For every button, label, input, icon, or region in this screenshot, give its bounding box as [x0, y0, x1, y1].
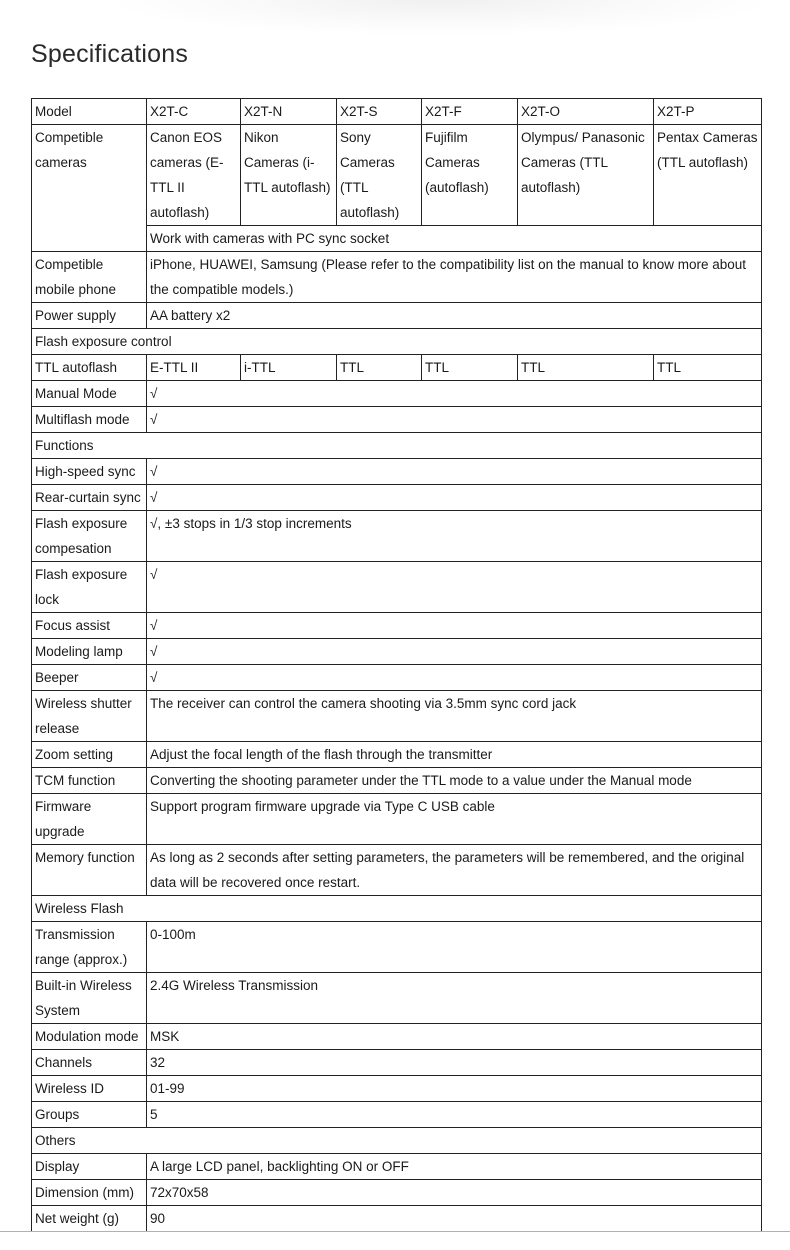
pc-sync-cell: Work with cameras with PC sync socket [147, 226, 762, 252]
camera-cell: Sony Cameras (TTL autoflash) [337, 125, 422, 226]
ttl-cell: i-TTL [241, 355, 337, 381]
label-cameras: Competible cameras [32, 125, 147, 252]
row-manual [32, 381, 762, 407]
section-wireless-flash [32, 896, 762, 922]
row-wireless-id [32, 1076, 762, 1102]
label-multiflash: Multiflash mode [32, 407, 147, 433]
row-fec [32, 511, 762, 562]
row-zoom [32, 742, 762, 768]
page-title: Specifications [31, 40, 189, 68]
value-groups: 5 [147, 1102, 762, 1128]
row-range [32, 922, 762, 973]
value-power: AA battery x2 [147, 303, 762, 329]
row-net-weight [32, 1206, 762, 1232]
row-multiflash [32, 407, 762, 433]
row-rear-curtain [32, 485, 762, 511]
row-model [32, 99, 762, 125]
label-wireless-system: Built-in Wireless System [32, 973, 147, 1024]
row-firmware [32, 794, 762, 845]
row-beeper [32, 665, 762, 691]
value-channels: 32 [147, 1050, 762, 1076]
row-shutter-release [32, 691, 762, 742]
label-modulation: Modulation mode [32, 1024, 147, 1050]
label-beeper: Beeper [32, 665, 147, 691]
row-wireless-system [32, 973, 762, 1024]
row-hss [32, 459, 762, 485]
value-display: A large LCD panel, backlighting ON or OFF [147, 1154, 762, 1180]
value-manual: √ [147, 381, 762, 407]
value-range: 0-100m [147, 922, 762, 973]
model-cell: X2T-C [147, 99, 241, 125]
row-power [32, 303, 762, 329]
label-wireless-id: Wireless ID [32, 1076, 147, 1102]
camera-cell: Fujifilm Cameras (autoflash) [422, 125, 518, 226]
value-modulation: MSK [147, 1024, 762, 1050]
ttl-cell: TTL [337, 355, 422, 381]
value-firmware: Support program firmware upgrade via Type C USB cable [147, 794, 762, 845]
label-firmware: Firmware upgrade [32, 794, 147, 845]
camera-cell: Canon EOS cameras (E-TTL II autoflash) [147, 125, 241, 226]
model-cell: X2T-F [422, 99, 518, 125]
label-memory: Memory function [32, 845, 147, 896]
row-dimension [32, 1180, 762, 1206]
value-fec: √, ±3 stops in 1/3 stop increments [147, 511, 762, 562]
ttl-cell: TTL [422, 355, 518, 381]
value-mobile: iPhone, HUAWEI, Samsung (Please refer to the compatibility list on the manual to know more about the compatible models.) [147, 252, 762, 303]
value-zoom: Adjust the focal length of the flash through the transmitter [147, 742, 762, 768]
label-manual: Manual Mode [32, 381, 147, 407]
label-shutter-release: Wireless shutter release [32, 691, 147, 742]
value-hss: √ [147, 459, 762, 485]
camera-cell: Pentax Cameras (TTL autoflash) [654, 125, 762, 226]
section-heading: Functions [32, 433, 762, 459]
ttl-cell: E-TTL II [147, 355, 241, 381]
row-mobile [32, 252, 762, 303]
value-shutter-release: The receiver can control the camera shooting via 3.5mm sync cord jack [147, 691, 762, 742]
value-dimension: 72x70x58 [147, 1180, 762, 1206]
section-heading: Flash exposure control [32, 329, 762, 355]
value-wireless-system: 2.4G Wireless Transmission [147, 973, 762, 1024]
bottom-divider [0, 1231, 790, 1232]
label-focus-assist: Focus assist [32, 613, 147, 639]
model-cell: X2T-N [241, 99, 337, 125]
label-model: Model [32, 99, 147, 125]
label-mobile: Competible mobile phone [32, 252, 147, 303]
row-tcm [32, 768, 762, 794]
specifications-table [31, 98, 762, 1232]
label-power: Power supply [32, 303, 147, 329]
camera-cell: Nikon Cameras (i-TTL autoflash) [241, 125, 337, 226]
value-modeling-lamp: √ [147, 639, 762, 665]
section-heading: Wireless Flash [32, 896, 762, 922]
row-channels [32, 1050, 762, 1076]
row-modulation [32, 1024, 762, 1050]
section-functions [32, 433, 762, 459]
value-wireless-id: 01-99 [147, 1076, 762, 1102]
label-net-weight: Net weight (g) [32, 1206, 147, 1232]
value-rear-curtain: √ [147, 485, 762, 511]
row-display [32, 1154, 762, 1180]
label-ttl: TTL autoflash [32, 355, 147, 381]
label-modeling-lamp: Modeling lamp [32, 639, 147, 665]
value-memory: As long as 2 seconds after setting parameters, the parameters will be remembered, and the original data will be recovered once restart. [147, 845, 762, 896]
row-groups [32, 1102, 762, 1128]
camera-cell: Olympus/ Panasonic Cameras (TTL autoflash) [518, 125, 654, 226]
label-dimension: Dimension (mm) [32, 1180, 147, 1206]
section-flash-exposure [32, 329, 762, 355]
row-modeling-lamp [32, 639, 762, 665]
label-channels: Channels [32, 1050, 147, 1076]
row-fel [32, 562, 762, 613]
row-memory [32, 845, 762, 896]
row-cameras [32, 125, 762, 226]
model-cell: X2T-S [337, 99, 422, 125]
value-tcm: Converting the shooting parameter under the TTL mode to a value under the Manual mode [147, 768, 762, 794]
label-tcm: TCM function [32, 768, 147, 794]
row-focus-assist [32, 613, 762, 639]
label-fel: Flash exposure lock [32, 562, 147, 613]
value-beeper: √ [147, 665, 762, 691]
ttl-cell: TTL [654, 355, 762, 381]
value-net-weight: 90 [147, 1206, 762, 1232]
value-focus-assist: √ [147, 613, 762, 639]
section-heading: Others [32, 1128, 762, 1154]
value-multiflash: √ [147, 407, 762, 433]
label-groups: Groups [32, 1102, 147, 1128]
top-shadow [120, 0, 760, 34]
row-ttl [32, 355, 762, 381]
label-fec: Flash exposure compesation [32, 511, 147, 562]
label-rear-curtain: Rear-curtain sync [32, 485, 147, 511]
label-zoom: Zoom setting [32, 742, 147, 768]
section-others [32, 1128, 762, 1154]
value-fel: √ [147, 562, 762, 613]
label-display: Display [32, 1154, 147, 1180]
label-range: Transmission range (approx.) [32, 922, 147, 973]
label-hss: High-speed sync [32, 459, 147, 485]
model-cell: X2T-O [518, 99, 654, 125]
model-cell: X2T-P [654, 99, 762, 125]
ttl-cell: TTL [518, 355, 654, 381]
